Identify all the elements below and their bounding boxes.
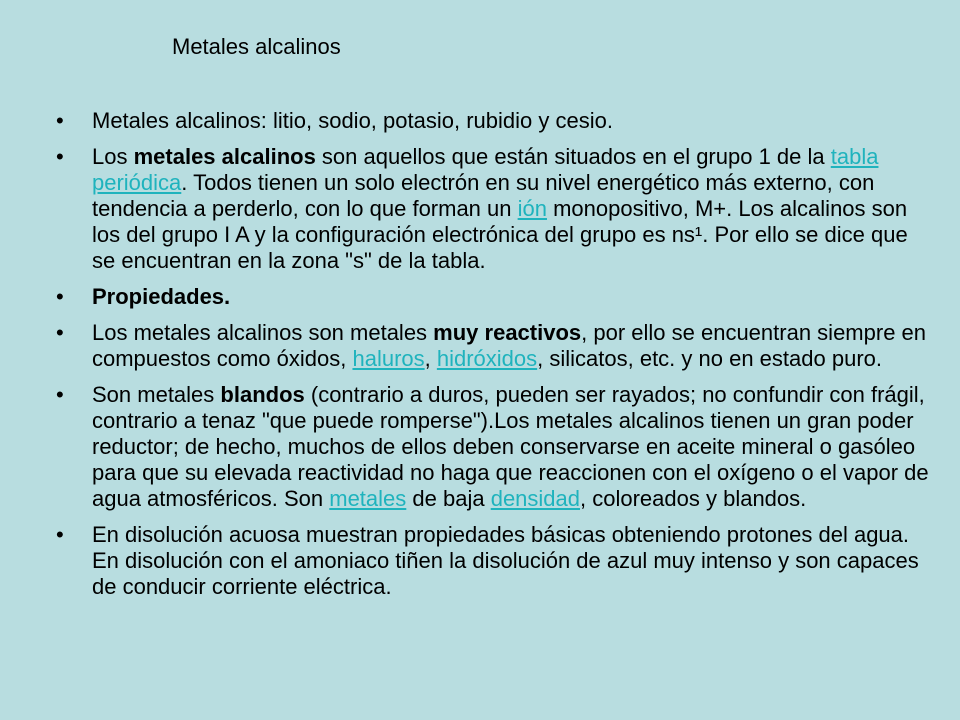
link-tabla-periodica[interactable]: tabla periódica: [92, 144, 879, 195]
page-title: Metales alcalinos: [172, 34, 341, 59]
bullet-list: [56, 108, 936, 610]
item-text: , por ello se encuentran siempre en compuestos como óxidos,: [92, 320, 927, 371]
item-text: monopositivo, M+. Los alcalinos son los del grupo I A y la configuración electrónica del grupo es ns¹. Por ello se dice que se encuentran en la zona "s" de la tabla.: [92, 196, 908, 273]
item-text: ,: [424, 346, 437, 371]
item-text: . Todos tienen un solo electrón en su nivel energético más externo, con tendencia a perderlo, con lo que forman un: [92, 170, 875, 221]
list-item: [56, 382, 936, 512]
item-text: (contrario a duros, pueden ser rayados; no confundir con frágil, contrario a tenaz "que puede romperse").Los metales alcalinos tienen un gran poder reductor; de hecho, muchos de ellos deben conservarse en aceite mineral o gasóleo para que su elevada reactividad no haga que reaccionen con el oxígeno o el vapor de agua atmosféricos. Son: [92, 382, 929, 511]
item-text: Son metales: [92, 382, 221, 407]
bullet-icon: •: [56, 382, 64, 407]
item-text: de baja: [406, 486, 491, 511]
item-text: Los: [92, 144, 134, 169]
item-text: , coloreados y blandos.: [580, 486, 807, 511]
item-text: , silicatos, etc. y no en estado puro.: [537, 346, 882, 371]
item-text: Los metales alcalinos son metales: [92, 320, 434, 345]
bullet-icon: •: [56, 284, 64, 309]
link-metales[interactable]: metales: [329, 486, 407, 511]
list-item: [56, 320, 936, 372]
bullet-icon: •: [56, 144, 64, 169]
link-hidroxidos[interactable]: hidróxidos: [436, 346, 538, 371]
bullet-icon: •: [56, 320, 64, 345]
link-haluros[interactable]: haluros: [352, 346, 425, 371]
bullet-icon: •: [56, 522, 64, 547]
bold-term: metales alcalinos: [133, 144, 316, 169]
item-text: En disolución acuosa muestran propiedades básicas obteniendo protones del agua. En disolución con el amoniaco tiñen la disolución de azul muy intenso y son capaces de conducir corriente eléctrica.: [92, 522, 919, 599]
list-item: [56, 108, 936, 134]
bold-term: blandos: [220, 382, 305, 407]
link-densidad[interactable]: densidad: [490, 486, 581, 511]
link-ion[interactable]: ión: [517, 196, 547, 221]
list-item: [56, 522, 936, 600]
item-text: son aquellos que están situados en el grupo 1 de la: [315, 144, 831, 169]
bold-term: muy reactivos: [433, 320, 582, 345]
section-heading: Propiedades.: [92, 284, 231, 309]
list-item: [56, 284, 936, 310]
bullet-icon: •: [56, 108, 64, 133]
item-text: Metales alcalinos: litio, sodio, potasio, rubidio y cesio.: [92, 108, 613, 133]
list-item: [56, 144, 936, 274]
